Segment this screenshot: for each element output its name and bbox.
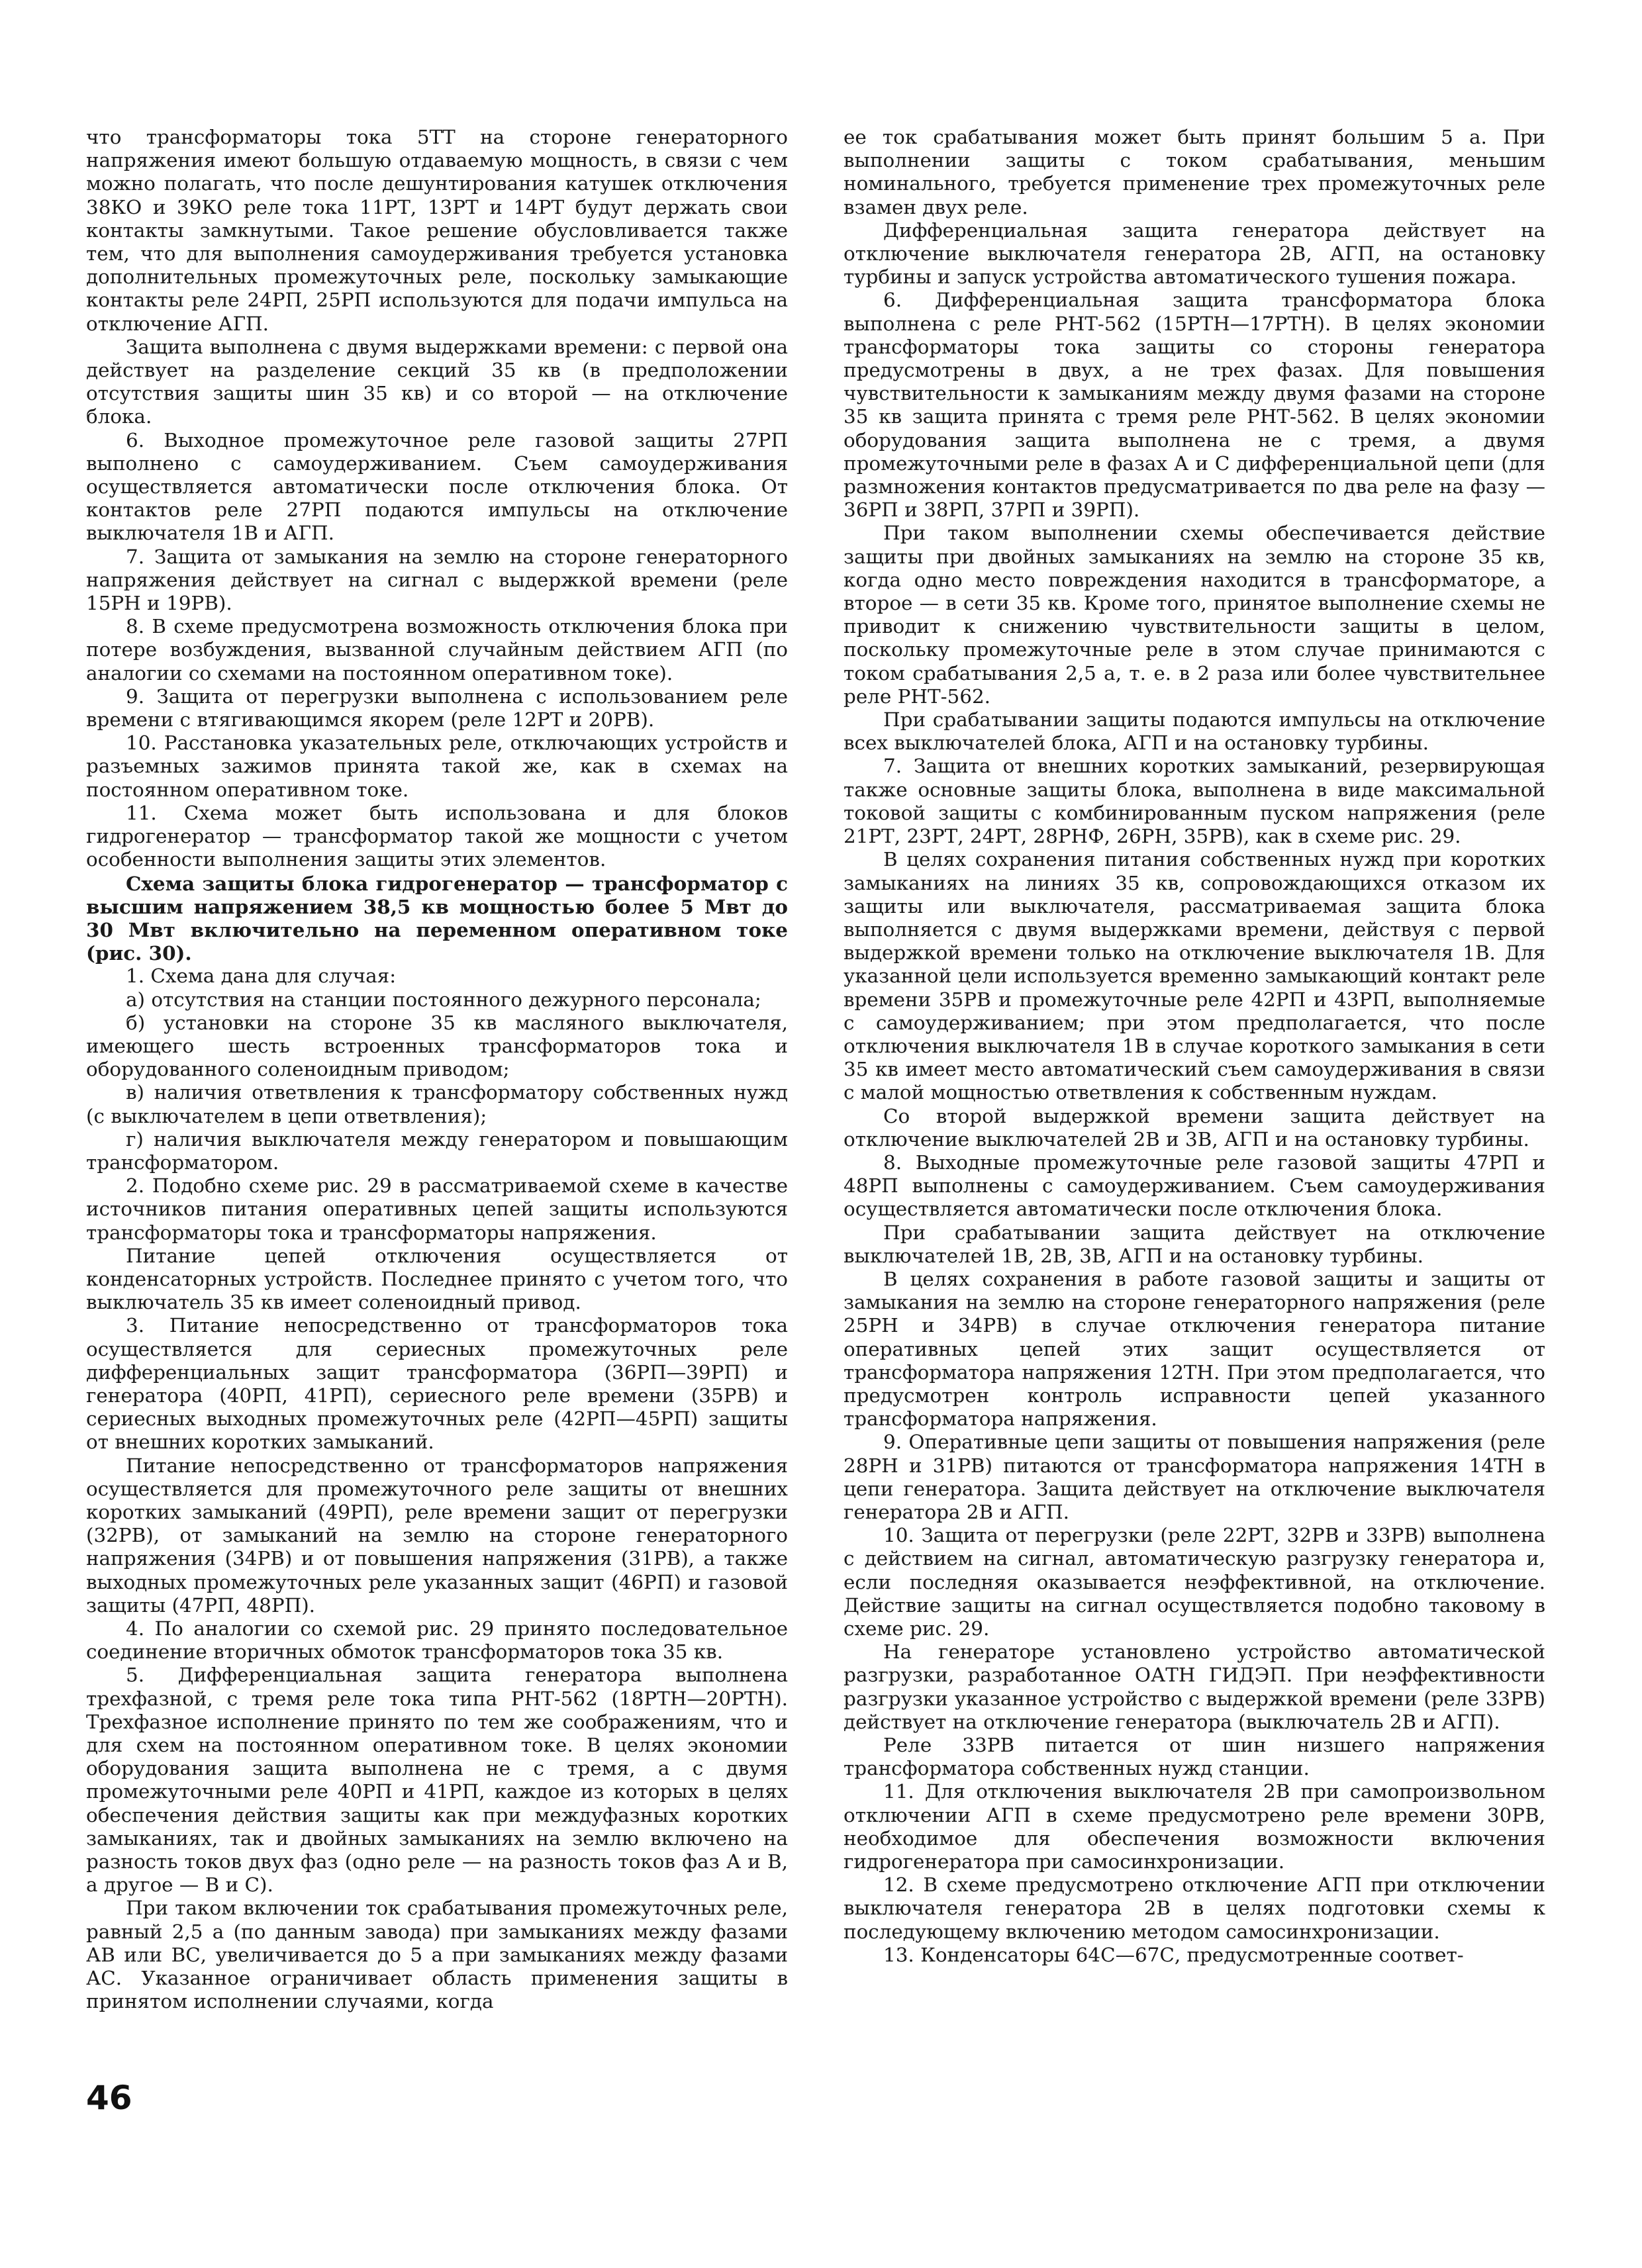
body-paragraph: Защита выполнена с двумя выдержками времени: с первой она действует на разделение секций 35 кв (в предположении отсутствия защиты шин 35 кв) и со второй — на отключение блока. <box>86 335 788 428</box>
body-paragraph: 3. Питание непосредственно от трансформаторов тока осуществляется для сериесных промежуточных реле дифференциальных защит трансформатора (36РП—39РП) и генератора (40РП, 41РП), сериесного реле времени (35РВ) и сериесных выходных промежуточных реле (42РП—45РП) защиты от внешних коротких замыканий. <box>86 1314 788 1454</box>
body-paragraph: что трансформаторы тока 5ТТ на стороне генераторного напряжения имеют большую отдаваемую мощность, в связи с чем можно полагать, что после дешунтирования катушек отключения 38КО и 39КО реле тока 11РТ, 13РТ и 14РТ будут держать свои контакты замкнутыми. Такое решение обусловливается также тем, что для выполнения самоудерживания требуется установка дополнительных промежуточных реле, поскольку замыкающие контакты реле 24РП, 25РП используются для подачи импульса на отключение АГП. <box>86 126 788 335</box>
body-paragraph: г) наличия выключателя между генератором и повышающим трансформатором. <box>86 1127 788 1174</box>
section-heading-paragraph: Схема защиты блока гидрогенератор — трансформатор с высшим напряжением 38,5 кв мощностью более 5 Мвт до 30 Мвт включительно на переменном оперативном токе (рис. 30). <box>86 871 788 965</box>
body-paragraph: 13. Конденсаторы 64С—67С, предусмотренные соответ- <box>883 1943 1464 1966</box>
body-paragraph: 2. Подобно схеме рис. 29 в рассматриваемой схеме в качестве источников питания оперативных цепей защиты используются трансформаторы тока и трансформаторы напряжения. <box>86 1174 788 1244</box>
body-paragraph: При срабатывании защиты подаются импульсы на отключение всех выключателей блока, АГП и на остановку турбины. <box>844 708 1545 755</box>
body-paragraph: При срабатывании защита действует на отключение выключателей 1В, 2В, 3В, АГП и на остановку турбины. <box>844 1221 1545 1267</box>
body-paragraph: 12. В схеме предусмотрено отключение АГП при отключении выключателя генератора 2В в целях подготовки схемы к последующему включению методом самосинхронизации. <box>844 1873 1545 1943</box>
body-paragraph: Дифференциальная защита генератора действует на отключение выключателя генератора 2В, АГП, на остановку турбины и запуск устройства автоматического тушения пожара. <box>844 218 1545 289</box>
body-paragraph: Со второй выдержкой времени защита действует на отключение выключателей 2В и 3В, АГП и на остановку турбины. <box>844 1104 1545 1151</box>
document-page <box>86 126 1609 2151</box>
left-text-column <box>86 126 788 2013</box>
body-paragraph: На генераторе установлено устройство автоматической разгрузки, разработанное ОАТН ГИДЭП. При неэффективности разгрузки указанное устройство с выдержкой времени (реле 33РВ) действует на отключение генератора (выключатель 2В и АГП). <box>844 1640 1545 1733</box>
body-paragraph: 8. В схеме предусмотрена возможность отключения блока при потере возбуждения, вызванной случайным действием АГП (по аналогии со схемами на постоянном оперативном токе). <box>86 615 788 685</box>
body-paragraph: 9. Защита от перегрузки выполнена с использованием реле времени с втягивающимся якорем (реле 12РТ и 20РВ). <box>86 685 788 732</box>
body-paragraph: 10. Защита от перегрузки (реле 22РТ, 32РВ и 33РВ) выполнена с действием на сигнал, автоматическую разгрузку генератора и, если последняя оказывается неэффективной, на отключение. Действие защиты на сигнал осуществляется подобно таковому в схеме рис. 29. <box>844 1524 1545 1640</box>
body-paragraph: 11. Схема может быть использована и для блоков гидрогенератор — трансформатор такой же мощности с учетом особенности выполнения защиты этих элементов. <box>86 801 788 871</box>
body-paragraph: 7. Защита от внешних коротких замыканий, резервирующая также основные защиты блока, выполнена в виде максимальной токовой защиты с комбинированным пуском напряжения (реле 21РТ, 23РТ, 24РТ, 28РНФ, 26РН, 35РВ), как в схеме рис. 29. <box>844 755 1545 848</box>
body-paragraph: 1. Схема дана для случая: <box>126 965 397 988</box>
body-paragraph: Питание цепей отключения осуществляется от конденсаторных устройств. Последнее принято с учетом того, что выключатель 35 кв имеет соленоидный привод. <box>86 1244 788 1314</box>
body-paragraph: ее ток срабатывания может быть принят большим 5 а. При выполнении защиты с током срабатывания, меньшим номинального, требуется применение трех промежуточных реле взамен двух реле. <box>844 126 1545 218</box>
body-paragraph: 4. По аналогии со схемой рис. 29 принято последовательное соединение вторичных обмоток трансформаторов тока 35 кв. <box>86 1617 788 1664</box>
body-paragraph: 7. Защита от замыкания на землю на стороне генераторного напряжения действует на сигнал с выдержкой времени (реле 15РН и 19РВ). <box>86 545 788 615</box>
body-paragraph: 9. Оперативные цепи защиты от повышения напряжения (реле 28РН и 31РВ) питаются от трансформатора напряжения 14ТН в цепи генератора. Защита действует на отключение выключателя генератора 2В и АГП. <box>844 1431 1545 1523</box>
body-paragraph: а) отсутствия на станции постоянного дежурного персонала; <box>126 988 761 1011</box>
body-paragraph: В целях сохранения питания собственных нужд при коротких замыканиях на линиях 35 кв, сопровождающихся отказом их защиты или выключателя, рассматриваемая защита блока выполняется с двумя выдержками времени, действуя с первой выдержкой времени только на отключение выключателя 1В. Для указанной цели используется временно замыкающий контакт реле времени 35РВ и промежуточные реле 42РП и 43РП, выполняемые с самоудерживанием; при этом предполагается, что после отключения выключателя 1В в случае короткого замыкания в сети 35 кв имеет место автоматический съем самоудерживания в связи с малой мощностью ответвления к собственным нуждам. <box>844 848 1545 1104</box>
page-number: 46 <box>86 2079 132 2117</box>
body-paragraph: Реле 33РВ питается от шин низшего напряжения трансформатора собственных нужд станции. <box>844 1734 1545 1780</box>
body-paragraph: 6. Дифференциальная защита трансформатора блока выполнена с реле РНТ-562 (15РТН—17РТН). В целях экономии трансформаторы тока защиты со стороны генератора предусмотрены в двух, а не трех фазах. Для повышения чувствительности к замыканиям между двумя фазами на стороне 35 кв защита принята с тремя реле РНТ-562. В целях экономии оборудования защита выполнена не с тремя, а двумя промежуточными реле в фазах А и С дифференциальной цепи (для размножения контактов предусматривается по два реле на фазу — 36РП и 38РП, 37РП и 39РП). <box>844 289 1545 522</box>
body-paragraph: При таком включении ток срабатывания промежуточных реле, равный 2,5 а (по данным завода) при замыканиях между фазами АВ или ВС, увеличивается до 5 а при замыканиях между фазами АС. Указанное ограничивает область применения защиты в принятом исполнении случаями, когда <box>86 1897 788 2013</box>
body-paragraph: 5. Дифференциальная защита генератора выполнена трехфазной, с тремя реле тока типа РНТ-562 (18РТН—20РТН). Трехфазное исполнение принято по тем же соображениям, что и для схем на постоянном оперативном токе. В целях экономии оборудования защита выполнена не с тремя, а с двумя промежуточными реле 40РП и 41РП, каждое из которых в целях обеспечения действия защиты как при междуфазных коротких замыканиях, так и двойных замыканиях на землю включено на разность токов двух фаз (одно реле — на разность токов фаз А и В, а другое — В и С). <box>86 1664 788 1897</box>
body-paragraph: 8. Выходные промежуточные реле газовой защиты 47РП и 48РП выполнены с самоудерживанием. Съем самоудерживания осуществляется автоматически после отключения блока. <box>844 1151 1545 1221</box>
body-paragraph: Питание непосредственно от трансформаторов напряжения осуществляется для промежуточного реле защиты от внешних коротких замыканий (49РП), реле времени защит от перегрузки (32РВ), от замыканий на землю на стороне генераторного напряжения (34РВ) и от повышения напряжения (31РВ), а также выходных промежуточных реле указанных защит (46РП) и газовой защиты (47РП, 48РП). <box>86 1454 788 1617</box>
body-paragraph: 6. Выходное промежуточное реле газовой защиты 27РП выполнено с самоудерживанием. Съем самоудерживания осуществляется автоматически после отключения блока. От контактов реле 27РП подаются импульсы на отключение выключателя 1В и АГП. <box>86 428 788 545</box>
right-text-column <box>844 126 1545 1967</box>
body-paragraph: б) установки на стороне 35 кв масляного выключателя, имеющего шесть встроенных трансформаторов тока и оборудованного соленоидным приводом; <box>86 1011 788 1081</box>
body-paragraph: в) наличия ответвления к трансформатору собственных нужд (с выключателем в цепи ответвления); <box>86 1081 788 1127</box>
body-paragraph: 11. Для отключения выключателя 2В при самопроизвольном отключении АГП в схеме предусмотрено реле времени 30РВ, необходимое для обеспечения возможности включения гидрогенератора при самосинхронизации. <box>844 1780 1545 1873</box>
body-paragraph: 10. Расстановка указательных реле, отключающих устройств и разъемных зажимов принята такой же, как в схемах на постоянном оперативном токе. <box>86 732 788 801</box>
body-paragraph: В целях сохранения в работе газовой защиты и защиты от замыкания на землю на стороне генераторного напряжения (реле 25РН и 34РВ) в случае отключения генератора питание оперативных цепей этих защит осуществляется от трансформатора напряжения 12ТН. При этом предполагается, что предусмотрен контроль исправности цепей указанного трансформатора напряжения. <box>844 1267 1545 1431</box>
body-paragraph: При таком выполнении схемы обеспечивается действие защиты при двойных замыканиях на землю на стороне 35 кв, когда одно место повреждения находится в трансформаторе, а второе — в сети 35 кв. Кроме того, принятое выполнение схемы не приводит к снижению чувствительности защиты в целом, поскольку промежуточные реле в этом случае принимаются с током срабатывания 2,5 а, т. е. в 2 раза или более чувствительнее реле РНТ-562. <box>844 522 1545 708</box>
